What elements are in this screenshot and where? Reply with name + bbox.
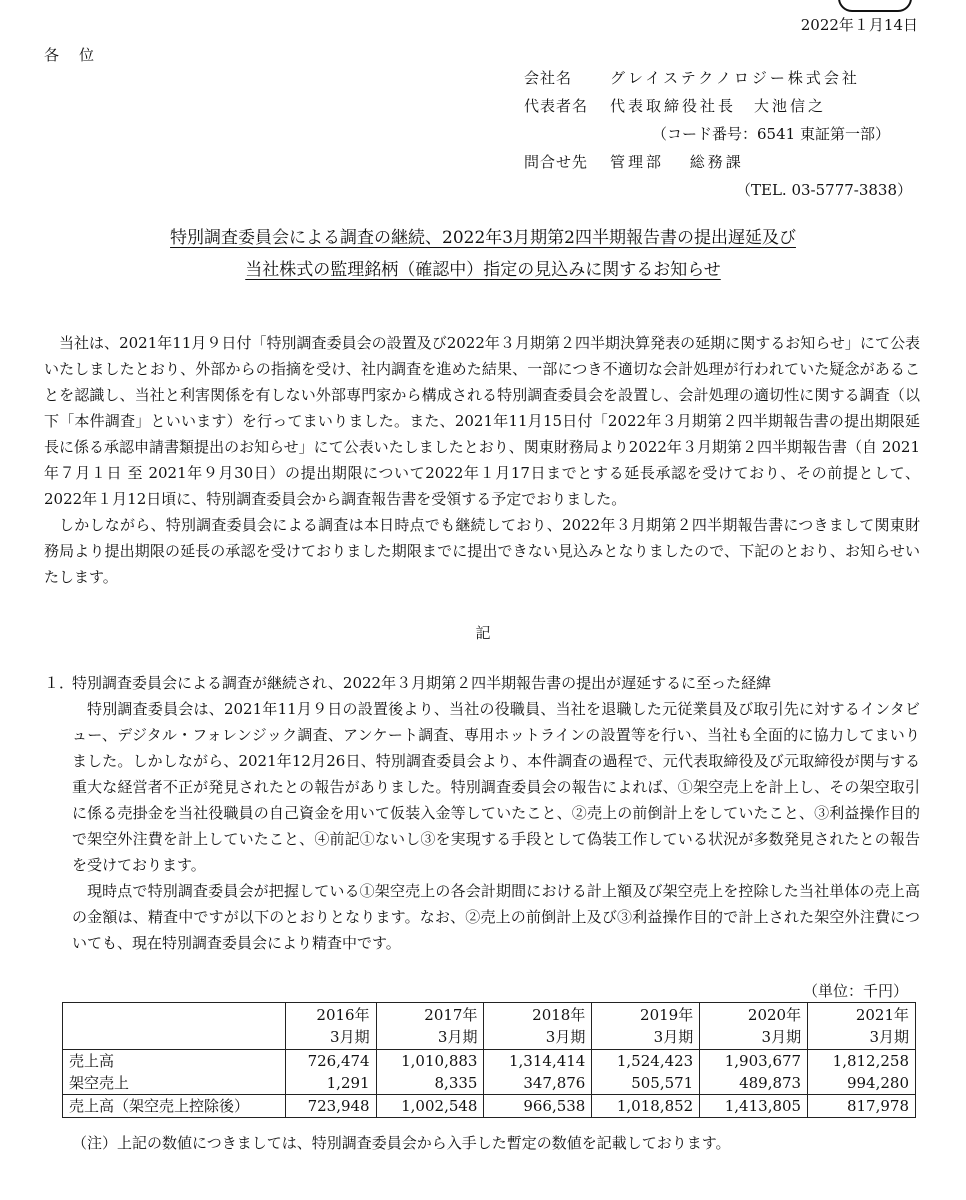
section-1-title: 特別調査委員会による調査が継続され、2022年３月期第２四半期報告書の提出が遅延するに至った経緯 bbox=[72, 674, 772, 692]
section-1-paragraph-2: 現時点で特別調査委員会が把握している①架空売上の各会計期間における計上額及び架空売上を控除した当社単体の売上高の金額は、精査中ですが以下のとおりとなります。なお、②売上の前倒計上及び③利益操作目的で計上された架空外注費についても、現在特別調査委員会により精査中です。 bbox=[72, 882, 920, 952]
title-line-2: 当社株式の監理銘柄（確認中）指定の見込みに関するお知らせ bbox=[245, 260, 721, 280]
company-logo bbox=[838, 0, 912, 12]
header-2017: 2017年 3月期 bbox=[376, 1003, 484, 1050]
table-cell: 1,812,258 bbox=[808, 1050, 916, 1073]
row-label: 売上高（架空売上控除後） bbox=[63, 1095, 286, 1118]
sender-block bbox=[524, 64, 924, 204]
contact-row bbox=[524, 148, 924, 176]
section-1-number: １． bbox=[44, 674, 75, 692]
section-1-heading bbox=[44, 670, 920, 696]
header-2020: 2020年 3月期 bbox=[700, 1003, 808, 1050]
table-cell: 726,474 bbox=[286, 1050, 377, 1073]
table-cell: 489,873 bbox=[700, 1072, 808, 1095]
contact-label: 問合せ先 bbox=[524, 153, 589, 171]
section-1 bbox=[44, 670, 920, 956]
table-cell: 994,280 bbox=[808, 1072, 916, 1095]
document-title bbox=[0, 222, 966, 286]
intro-body bbox=[44, 330, 920, 590]
table-unit: （単位：千円） bbox=[802, 982, 908, 1000]
intro-paragraph-2: しかしながら、特別調査委員会による調査は本日時点でも継続しており、2022年３月期第２四半期報告書につきまして関東財務局より提出期限の延長の承認を受けておりました期限までに提出できない見込みとなりましたので、下記のとおり、お知らせいたします。 bbox=[44, 516, 920, 586]
table-header-row bbox=[63, 1003, 916, 1050]
header-2018: 2018年 3月期 bbox=[484, 1003, 592, 1050]
table-row bbox=[63, 1095, 916, 1118]
company-label: 会社名 bbox=[524, 69, 573, 87]
section-1-paragraph-1: 特別調査委員会は、2021年11月９日の設置後より、当社の役職員、当社を退職した元従業員及び取引先に対するインタビュー、デジタル・フォレンジック調査、アンケート調査、専用ホットラインの設置等を行い、当社も全面的に協力してまいりました。しかしながら、2021年12月26日、特別調査委員会より、本件調査の過程で、元代表取締役及び元取締役が関与する重大な経営者不正が発見されたとの報告がありました。特別調査委員会の報告によれば、①架空売上を計上し、その架空取引に係る売掛金を当社役職員の自己資金を用いて仮装入金等していたこと、②売上の前倒計上をしていたこと、③利益操作目的で架空外注費を計上していたこと、④前記①ないし③を実現する手段として偽装工作している状況が多数発見されたとの報告を受けております。 bbox=[72, 700, 920, 874]
table-cell: 966,538 bbox=[484, 1095, 592, 1118]
table-cell: 505,571 bbox=[592, 1072, 700, 1095]
table-cell: 8,335 bbox=[376, 1072, 484, 1095]
table-cell: 1,018,852 bbox=[592, 1095, 700, 1118]
company-name: グレイステクノロジー株式会社 bbox=[610, 69, 860, 87]
table-cell: 1,291 bbox=[286, 1072, 377, 1095]
title-line-1: 特別調査委員会による調査の継続、2022年3月期第2四半期報告書の提出遅延及び bbox=[170, 228, 796, 248]
header-2019: 2019年 3月期 bbox=[592, 1003, 700, 1050]
table-cell: 1,413,805 bbox=[700, 1095, 808, 1118]
table-row bbox=[63, 1072, 916, 1095]
company-row bbox=[524, 64, 924, 92]
table-cell: 1,010,883 bbox=[376, 1050, 484, 1073]
table-cell: 1,524,423 bbox=[592, 1050, 700, 1073]
header-blank bbox=[63, 1003, 286, 1050]
table-row bbox=[63, 1050, 916, 1073]
addressee: 各位 bbox=[44, 46, 115, 64]
representative-label: 代表者名 bbox=[524, 97, 589, 115]
telephone: （TEL. 03-5777-3838） bbox=[736, 181, 913, 199]
table-cell: 1,903,677 bbox=[700, 1050, 808, 1073]
table-cell: 723,948 bbox=[286, 1095, 377, 1118]
header-2021: 2021年 3月期 bbox=[808, 1003, 916, 1050]
row-label: 売上高 bbox=[63, 1050, 286, 1073]
sales-table bbox=[62, 1002, 916, 1118]
table-note: （注）上記の数値につきましては、特別調査委員会から入手した暫定の数値を記載しております。 bbox=[72, 1134, 731, 1152]
section-1-text bbox=[72, 696, 920, 956]
document-date: 2022年１月14日 bbox=[800, 16, 918, 34]
representative-row bbox=[524, 92, 924, 120]
table-cell: 817,978 bbox=[808, 1095, 916, 1118]
table-cell: 1,002,548 bbox=[376, 1095, 484, 1118]
row-label: 架空売上 bbox=[63, 1072, 286, 1095]
representative-name: 代表取締役社長 大池信之 bbox=[610, 97, 827, 115]
stock-code: （コード番号：6541 東証第一部） bbox=[652, 125, 890, 143]
table-cell: 1,314,414 bbox=[484, 1050, 592, 1073]
ki-heading: 記 bbox=[475, 624, 491, 642]
intro-paragraph-1: 当社は、2021年11月９日付「特別調査委員会の設置及び2022年３月期第２四半期決算発表の延期に関するお知らせ」にて公表いたしましたとおり、外部からの指摘を受け、社内調査を進めた結果、一部につき不適切な会計処理が行われていた疑念があることを認識し、当社と利害関係を有しない外部専門家から構成される特別調査委員会を設置し、会計処理の適切性に関する調査（以下「本件調査」といいます）を行ってまいりました。また、2021年11月15日付「2022年３月期第２四半期報告書の提出期限延長に係る承認申請書類提出のお知らせ」にて公表いたしましたとおり、関東財務局より2022年３月期第２四半期報告書（自 2021年７月１日 至 2021年９月30日）の提出期限について2022年１月17日までとする延長承認を受けており、その前提として、2022年１月12日頃に、特別調査委員会から調査報告書を受領する予定でおりました。 bbox=[44, 334, 920, 508]
table-cell: 347,876 bbox=[484, 1072, 592, 1095]
contact-department: 管理部 総務課 bbox=[610, 153, 744, 171]
header-2016: 2016年 3月期 bbox=[286, 1003, 377, 1050]
